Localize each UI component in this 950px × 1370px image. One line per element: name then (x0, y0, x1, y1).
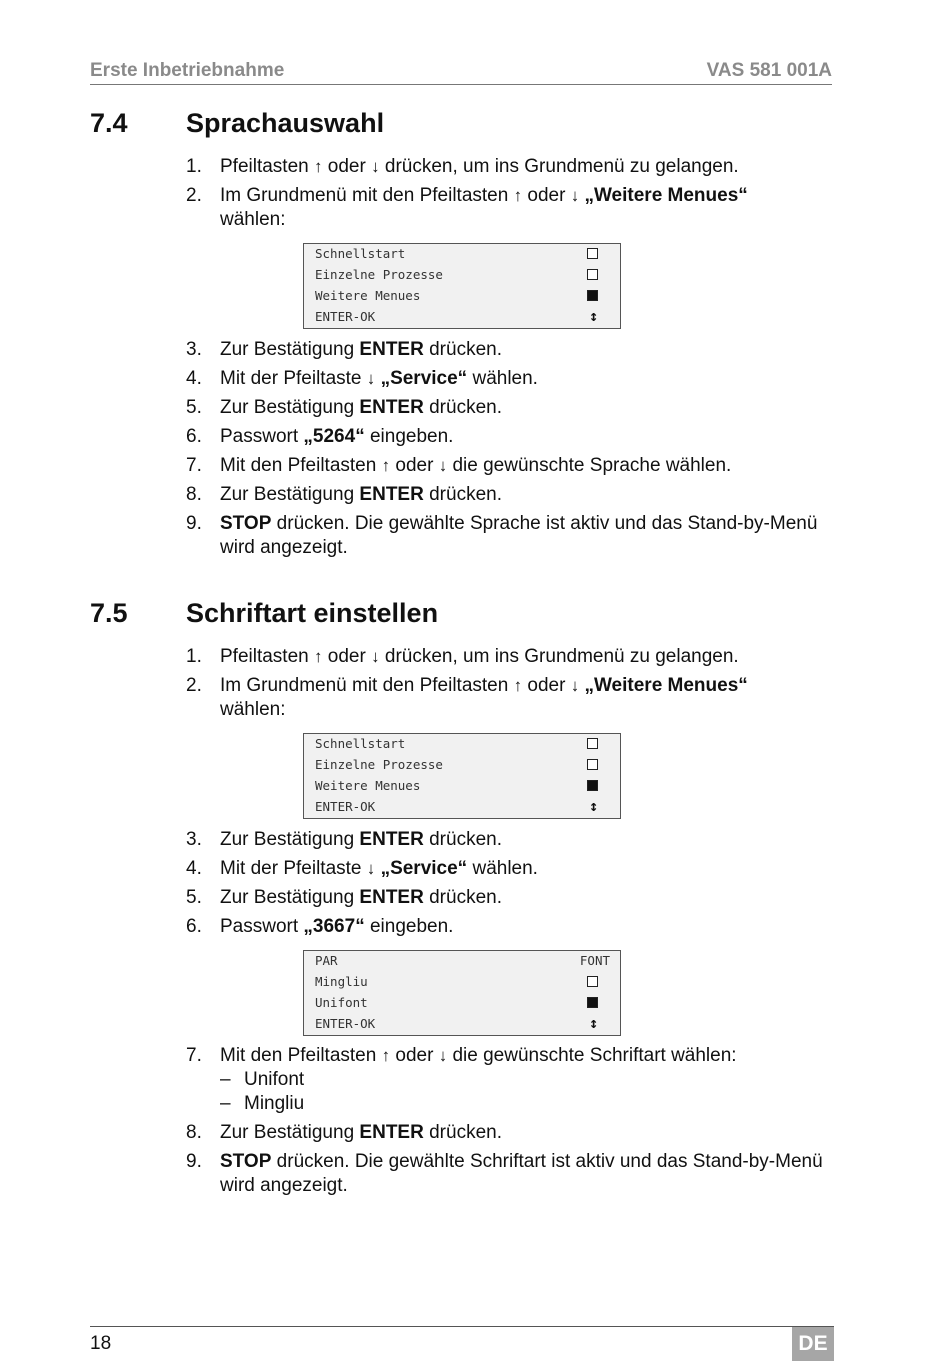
lcd-row: Unifont (315, 993, 610, 1013)
list-item: 3. Zur Bestätigung ENTER drücken. (186, 339, 502, 360)
steps-list-7-5 (186, 645, 826, 727)
list-item: 9. STOP drücken. Die gewählte Schriftart ist aktiv und das Stand-by-Menü wird angezeigt. (186, 1151, 823, 1196)
sub-list-item: – Unifont (220, 1069, 305, 1090)
lcd-row: Schnellstart (315, 244, 610, 264)
header-product-code: VAS 581 001A (706, 60, 832, 81)
lcd-row: Weitere Menues (315, 286, 610, 306)
checkbox-empty-icon (587, 248, 598, 259)
checkbox-empty-icon (587, 738, 598, 749)
arrow-down-icon: ↓ (570, 676, 580, 695)
section-number: 7.5 (90, 598, 128, 628)
list-item: 8. Zur Bestätigung ENTER drücken. (186, 1122, 502, 1143)
sub-list-item: – Mingliu (220, 1093, 305, 1114)
list-item: 6. Passwort „5264“ eingeben. (186, 426, 454, 447)
section-title: Schriftart einstellen (186, 598, 439, 628)
section-title: Sprachauswahl (186, 108, 385, 138)
arrow-down-icon: ↓ (371, 647, 380, 666)
list-item: 8. Zur Bestätigung ENTER drücken. (186, 484, 502, 505)
up-down-arrow-icon: ↕ (588, 1014, 598, 1032)
page-number: 18 (90, 1333, 112, 1354)
list-item: 9. STOP drücken. Die gewählte Sprache ist aktiv und das Stand-by-Menü wird angezeigt. (186, 513, 818, 558)
steps-list-7-5-cont (186, 828, 826, 944)
arrow-down-icon: ↓ (371, 157, 380, 176)
lcd-display-font-menu (303, 950, 621, 1036)
steps-list-7-4 (186, 155, 826, 237)
arrow-up-icon: ↑ (381, 456, 391, 475)
up-down-arrow-icon: ↕ (588, 307, 598, 325)
language-badge: DE (792, 1327, 834, 1361)
arrow-down-icon: ↓ (570, 186, 580, 205)
arrow-up-icon: ↑ (314, 157, 323, 176)
arrow-down-icon: ↓ (366, 369, 376, 388)
arrow-down-icon: ↓ (366, 859, 376, 878)
list-item: 4. Mit der Pfeiltaste ↓ „Service“ wählen. (186, 858, 538, 879)
header-chapter: Erste Inbetriebnahme (90, 60, 285, 81)
checkbox-filled-icon (587, 290, 598, 301)
lcd-row: ENTER-OK ↕ (315, 797, 598, 815)
arrow-up-icon: ↑ (381, 1046, 391, 1065)
lcd-row: Mingliu (315, 972, 610, 992)
checkbox-empty-icon (587, 759, 598, 770)
list-item: 6. Passwort „3667“ eingeben. (186, 916, 454, 937)
checkbox-filled-icon (587, 780, 598, 791)
arrow-up-icon: ↑ (513, 676, 523, 695)
steps-list-7-5-end (186, 1044, 826, 1203)
section-number: 7.4 (90, 108, 128, 138)
list-item: 4. Mit der Pfeiltaste ↓ „Service“ wählen. (186, 368, 538, 389)
lcd-row: ENTER-OK ↕ (315, 307, 598, 325)
arrow-down-icon: ↓ (438, 1046, 448, 1065)
page-header (90, 58, 832, 85)
arrow-down-icon: ↓ (438, 456, 448, 475)
arrow-up-icon: ↑ (314, 647, 323, 666)
steps-list-7-4-cont (186, 338, 826, 565)
footer-divider (90, 1326, 834, 1327)
list-item: 3. Zur Bestätigung ENTER drücken. (186, 829, 502, 850)
checkbox-empty-icon (587, 976, 598, 987)
checkbox-filled-icon (587, 997, 598, 1008)
list-item: 7. Mit den Pfeiltasten ↑ oder ↓ die gewünschte Schriftart wählen: – Unifont – Mingliu (186, 1044, 826, 1116)
lcd-display-main-menu (303, 243, 621, 329)
lcd-row: PAR FONT (315, 953, 610, 968)
lcd-row: Schnellstart (315, 734, 610, 754)
arrow-up-icon: ↑ (513, 186, 523, 205)
lcd-row: Weitere Menues (315, 776, 610, 796)
list-item: 2. Im Grundmenü mit den Pfeiltasten ↑ oder ↓ „Weitere Menues“ wählen: (186, 185, 748, 230)
up-down-arrow-icon: ↕ (588, 797, 598, 815)
list-item: 1. Pfeiltasten ↑ oder ↓ drücken, um ins Grundmenü zu gelangen. (186, 646, 739, 667)
lcd-row: Einzelne Prozesse (315, 755, 610, 775)
list-item: 5. Zur Bestätigung ENTER drücken. (186, 397, 502, 418)
list-item: 5. Zur Bestätigung ENTER drücken. (186, 887, 502, 908)
checkbox-empty-icon (587, 269, 598, 280)
list-item: 7. Mit den Pfeiltasten ↑ oder ↓ die gewünschte Sprache wählen. (186, 455, 732, 476)
lcd-row: ENTER-OK ↕ (315, 1014, 598, 1032)
list-item: 1. Pfeiltasten ↑ oder ↓ drücken, um ins Grundmenü zu gelangen. (186, 156, 739, 177)
lcd-row: Einzelne Prozesse (315, 265, 610, 285)
lcd-display-main-menu (303, 733, 621, 819)
list-item: 2. Im Grundmenü mit den Pfeiltasten ↑ oder ↓ „Weitere Menues“ wählen: (186, 675, 748, 720)
